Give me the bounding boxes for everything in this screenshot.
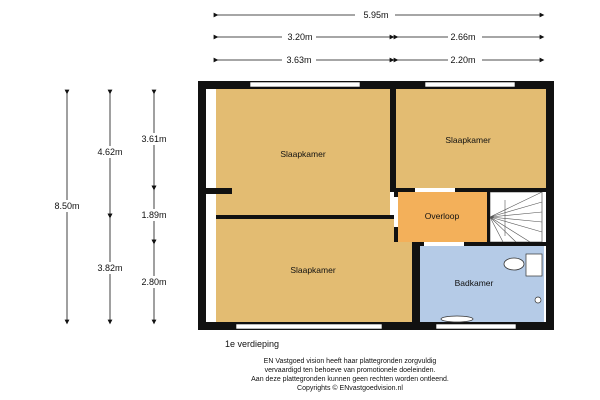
dim-right-width: 2.66m [450,32,476,42]
floor-caption: 1e verdieping [225,339,280,349]
dim-right-inner-width: 2.20m [450,55,476,65]
staircase [490,192,542,242]
footer-line-1: EN Vastgoed vision heeft haar plattegronden zorgvuldig [263,358,437,365]
vertical-dimensions [46,92,174,322]
footer-line-4: Copyrights © ENvastgoedvision.nl [297,385,403,392]
dim-upper-height: 4.62m [97,147,123,157]
label-bedroom-top-right: Slaapkamer [445,135,491,145]
footer-disclaimer [190,357,510,393]
label-bathroom: Badkamer [454,278,494,288]
label-bedroom-bottom-left: Slaapkamer [290,265,336,275]
sink-icon [441,316,473,322]
dim-left-width: 3.20m [287,32,313,42]
dim-left-inner-width: 3.63m [286,55,312,65]
label-landing: Overloop [424,211,460,221]
horizontal-dimensions [216,9,542,66]
label-bedroom-top-left: Slaapkamer [280,149,326,159]
dim-total-height: 8.50m [54,201,80,211]
toilet-icon [504,258,524,270]
dim-room1-height: 3.61m [141,134,167,144]
dim-total-width: 5.95m [363,10,389,20]
drain-icon [535,297,541,303]
dim-room3-height: 2.80m [141,277,167,287]
footer-line-3: Aan deze plattegronden kunnen geen rechten worden ontleend. [251,376,449,383]
dim-landing-height: 1.89m [141,210,167,220]
footer-line-2: vervaardigd ten behoeve van promotionele doeleinden. [264,367,436,374]
dim-lower-height: 3.82m [97,263,123,273]
